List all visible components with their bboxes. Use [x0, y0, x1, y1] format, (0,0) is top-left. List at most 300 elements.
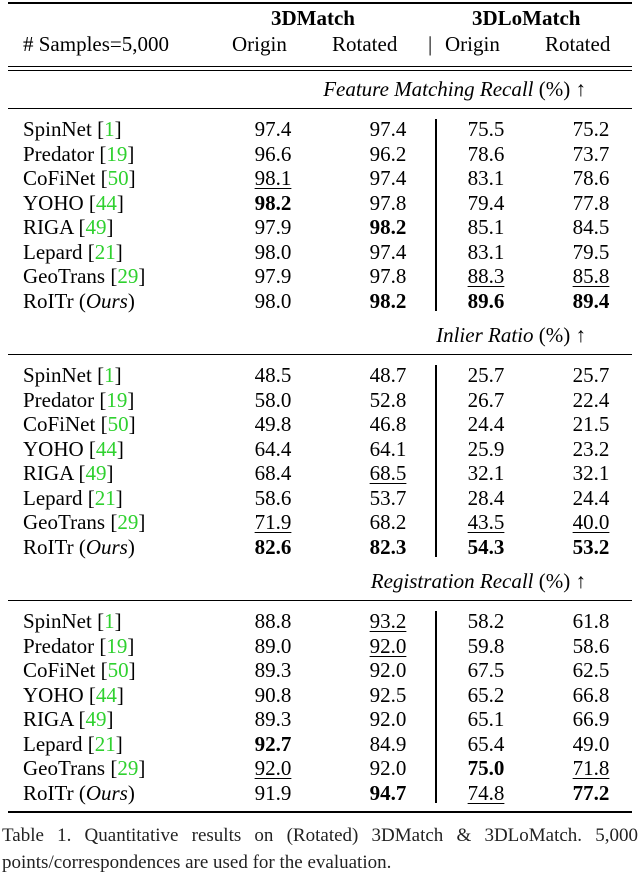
value-3dmatch-origin — [228, 634, 318, 659]
table-row — [8, 289, 632, 314]
value-3dmatch-rotated — [343, 634, 433, 659]
value-text: 58.2 — [467, 609, 505, 633]
value-3dlomatch-rotated — [546, 781, 636, 806]
section-rule — [8, 108, 632, 109]
method-name: GeoTrans [29] — [23, 756, 146, 780]
value-text: 66.9 — [572, 707, 610, 731]
col-header-3dmatch-rotated: Rotated — [332, 32, 398, 56]
table-row — [8, 363, 632, 388]
value-text: 23.2 — [572, 436, 610, 461]
value-3dlomatch-rotated — [546, 388, 636, 413]
citation-link[interactable]: 49 — [85, 461, 107, 485]
value-text: 26.7 — [467, 387, 505, 412]
value-text: 22.4 — [572, 387, 610, 412]
citation-link[interactable]: 49 — [85, 215, 107, 239]
value-text: 92.0 — [369, 633, 407, 658]
method-label: RoITr — [23, 780, 74, 805]
section-title — [8, 322, 586, 348]
value-text: 66.8 — [572, 682, 610, 707]
value-3dlomatch-origin — [441, 264, 531, 289]
value-3dmatch-origin — [228, 461, 318, 486]
table-row — [8, 240, 632, 265]
value-text: 97.8 — [369, 190, 407, 215]
value-3dmatch-rotated — [343, 510, 433, 535]
value-text: 77.8 — [572, 190, 610, 215]
citation-link[interactable]: 44 — [95, 190, 117, 215]
value-text: 92.5 — [369, 682, 407, 707]
value-3dmatch-origin — [228, 781, 318, 806]
value-3dmatch-rotated — [343, 486, 433, 511]
value-3dlomatch-rotated — [546, 264, 636, 289]
value-3dlomatch-origin — [441, 437, 531, 462]
value-3dmatch-rotated — [343, 412, 433, 437]
value-3dmatch-origin — [228, 609, 318, 634]
value-text: 77.2 — [572, 780, 610, 805]
ours-label: Ours — [85, 288, 128, 313]
group-header-3dmatch: 3DMatch — [271, 6, 355, 30]
header-rule-2 — [8, 70, 632, 71]
ours-label: Ours — [85, 534, 128, 559]
value-3dmatch-rotated — [343, 191, 433, 216]
method-name: CoFiNet [50] — [23, 412, 136, 436]
value-3dlomatch-origin — [441, 756, 531, 781]
method-name: CoFiNet [50] — [23, 166, 136, 190]
value-text: 97.4 — [369, 239, 407, 264]
method-label: Predator — [23, 141, 95, 166]
col-header-3dmatch-origin: Origin — [232, 32, 287, 56]
table-row — [8, 683, 632, 708]
citation-link[interactable]: 29 — [117, 756, 139, 780]
col-header-3dlomatch-rotated: Rotated — [545, 32, 611, 56]
value-3dlomatch-rotated — [546, 461, 636, 486]
value-3dlomatch-rotated — [546, 683, 636, 708]
value-text: 96.6 — [254, 141, 292, 166]
value-3dmatch-origin — [228, 535, 318, 560]
method-label: Predator — [23, 387, 95, 412]
citation-link[interactable]: 19 — [106, 141, 128, 166]
value-text: 58.6 — [254, 485, 292, 510]
value-3dlomatch-rotated — [546, 363, 636, 388]
method-label: YOHO — [23, 190, 84, 215]
col-header-3dlomatch-origin: Origin — [445, 32, 500, 56]
value-text: 58.6 — [572, 633, 610, 658]
value-text: 25.7 — [572, 363, 610, 387]
section-title — [8, 76, 586, 102]
method-label: GeoTrans — [23, 756, 106, 780]
value-text: 21.5 — [572, 412, 610, 436]
value-3dmatch-origin — [228, 264, 318, 289]
method-name: SpinNet [1] — [23, 363, 122, 387]
method-name: Lepard [21] — [23, 731, 123, 756]
citation-link[interactable]: 21 — [94, 485, 116, 510]
value-text: 75.5 — [467, 117, 505, 141]
value-3dlomatch-rotated — [546, 756, 636, 781]
value-text: 62.5 — [572, 658, 610, 682]
value-text: 89.6 — [467, 288, 505, 313]
value-3dmatch-rotated — [343, 142, 433, 167]
method-name: RIGA [49] — [23, 707, 114, 731]
value-text: 68.2 — [369, 510, 407, 534]
method-name: CoFiNet [50] — [23, 658, 136, 682]
value-text: 84.9 — [369, 731, 407, 756]
value-text: 98.2 — [369, 288, 407, 313]
header-rule — [8, 66, 632, 67]
value-text: 67.5 — [467, 658, 505, 682]
citation-link[interactable]: 50 — [107, 166, 129, 190]
citation-link[interactable]: 19 — [106, 633, 128, 658]
method-name: YOHO [44] — [23, 436, 124, 461]
value-3dlomatch-origin — [441, 707, 531, 732]
value-3dlomatch-origin — [441, 535, 531, 560]
value-3dlomatch-rotated — [546, 117, 636, 142]
value-text: 65.4 — [467, 731, 505, 756]
value-3dmatch-origin — [228, 142, 318, 167]
value-text: 71.9 — [254, 510, 292, 534]
value-3dmatch-rotated — [343, 535, 433, 560]
value-3dmatch-origin — [228, 289, 318, 314]
value-3dmatch-rotated — [343, 363, 433, 388]
value-text: 97.4 — [369, 166, 407, 190]
section-rule — [8, 354, 632, 355]
value-text: 79.4 — [467, 190, 505, 215]
citation-link[interactable]: 49 — [85, 707, 107, 731]
citation-link[interactable]: 1 — [104, 363, 115, 387]
value-3dlomatch-rotated — [546, 609, 636, 634]
citation-link[interactable]: 1 — [104, 117, 115, 141]
method-label: RoITr — [23, 534, 74, 559]
value-text: 79.5 — [572, 239, 610, 264]
value-text: 25.7 — [467, 363, 505, 387]
value-3dlomatch-origin — [441, 215, 531, 240]
value-text: 46.8 — [369, 412, 407, 436]
value-3dmatch-origin — [228, 191, 318, 216]
col-separator: | — [428, 32, 433, 56]
value-3dmatch-origin — [228, 732, 318, 757]
table-row — [8, 117, 632, 142]
value-3dmatch-origin — [228, 683, 318, 708]
value-3dlomatch-origin — [441, 732, 531, 757]
value-3dlomatch-rotated — [546, 634, 636, 659]
value-3dlomatch-rotated — [546, 510, 636, 535]
table-row — [8, 388, 632, 413]
method-label: CoFiNet — [23, 412, 96, 436]
value-3dlomatch-rotated — [546, 166, 636, 191]
value-text: 97.9 — [254, 215, 292, 239]
method-label: RIGA — [23, 461, 74, 485]
value-text: 48.5 — [254, 363, 292, 387]
value-text: 85.8 — [572, 264, 610, 288]
value-3dlomatch-origin — [441, 510, 531, 535]
value-3dlomatch-rotated — [546, 707, 636, 732]
value-text: 82.6 — [254, 534, 292, 559]
value-3dlomatch-origin — [441, 240, 531, 265]
value-text: 89.3 — [254, 658, 292, 682]
table-row — [8, 535, 632, 560]
value-text: 64.1 — [369, 436, 407, 461]
bottom-rule — [8, 811, 632, 813]
value-text: 83.1 — [467, 239, 505, 264]
value-3dmatch-origin — [228, 117, 318, 142]
value-text: 97.4 — [254, 117, 292, 141]
value-3dlomatch-origin — [441, 683, 531, 708]
value-text: 65.1 — [467, 707, 505, 731]
table-row — [8, 461, 632, 486]
value-3dlomatch-rotated — [546, 240, 636, 265]
section-metric: Registration Recall — [370, 569, 534, 593]
method-label: GeoTrans — [23, 264, 106, 288]
value-text: 71.8 — [572, 756, 610, 780]
value-text: 92.0 — [369, 707, 407, 731]
value-3dlomatch-origin — [441, 191, 531, 216]
table-row — [8, 732, 632, 757]
value-text: 97.8 — [369, 264, 407, 288]
value-3dmatch-origin — [228, 388, 318, 413]
table-caption: Table 1. Quantitative results on (Rotated) 3DMatch & 3DLoMatch. 5,000 points/correspondences are used for the evaluation. — [2, 825, 638, 873]
value-3dmatch-rotated — [343, 437, 433, 462]
value-text: 92.7 — [254, 731, 292, 756]
value-text: 84.5 — [572, 215, 610, 239]
value-3dlomatch-rotated — [546, 732, 636, 757]
value-3dmatch-origin — [228, 166, 318, 191]
value-text: 49.8 — [254, 412, 292, 436]
method-label: YOHO — [23, 682, 84, 707]
method-name: SpinNet [1] — [23, 117, 122, 141]
value-3dmatch-rotated — [343, 658, 433, 683]
value-text: 92.0 — [369, 658, 407, 682]
value-3dmatch-origin — [228, 215, 318, 240]
value-text: 52.8 — [369, 387, 407, 412]
method-label: CoFiNet — [23, 166, 96, 190]
value-text: 65.2 — [467, 682, 505, 707]
value-text: 98.2 — [254, 190, 292, 215]
citation-link[interactable]: 44 — [95, 436, 117, 461]
value-3dmatch-rotated — [343, 781, 433, 806]
citation-link[interactable]: 19 — [106, 387, 128, 412]
value-text: 83.1 — [467, 166, 505, 190]
value-3dlomatch-origin — [441, 289, 531, 314]
citation-link[interactable]: 29 — [117, 264, 139, 288]
method-label: YOHO — [23, 436, 84, 461]
value-text: 59.8 — [467, 633, 505, 658]
value-3dmatch-rotated — [343, 215, 433, 240]
value-text: 97.4 — [369, 117, 407, 141]
method-name: GeoTrans [29] — [23, 264, 146, 288]
citation-link[interactable]: 21 — [94, 239, 116, 264]
value-3dlomatch-rotated — [546, 215, 636, 240]
table-row — [8, 510, 632, 535]
table-row — [8, 166, 632, 191]
section-metric: Feature Matching Recall — [323, 77, 534, 101]
value-3dlomatch-rotated — [546, 535, 636, 560]
value-3dlomatch-origin — [441, 412, 531, 437]
method-name: RoITr (Ours) — [23, 780, 135, 805]
value-text: 49.0 — [572, 731, 610, 756]
citation-link[interactable]: 50 — [107, 412, 129, 436]
value-text: 68.4 — [254, 461, 292, 485]
value-3dlomatch-rotated — [546, 437, 636, 462]
value-3dlomatch-origin — [441, 634, 531, 659]
method-label: RoITr — [23, 288, 74, 313]
value-text: 78.6 — [467, 141, 505, 166]
value-3dlomatch-rotated — [546, 289, 636, 314]
value-3dmatch-origin — [228, 412, 318, 437]
section-metric: Inlier Ratio — [436, 323, 534, 347]
table-row — [8, 215, 632, 240]
value-3dmatch-rotated — [343, 461, 433, 486]
value-3dlomatch-origin — [441, 388, 531, 413]
method-label: Predator — [23, 633, 95, 658]
value-text: 78.6 — [572, 166, 610, 190]
value-text: 89.4 — [572, 288, 610, 313]
value-text: 28.4 — [467, 485, 505, 510]
method-label: RIGA — [23, 215, 74, 239]
value-text: 93.2 — [369, 609, 407, 633]
value-3dmatch-rotated — [343, 707, 433, 732]
citation-link[interactable]: 21 — [94, 731, 116, 756]
method-name: Predator [19] — [23, 141, 135, 166]
value-text: 73.7 — [572, 141, 610, 166]
value-3dmatch-origin — [228, 756, 318, 781]
citation-link[interactable]: 44 — [95, 682, 117, 707]
value-3dlomatch-rotated — [546, 658, 636, 683]
value-3dlomatch-origin — [441, 363, 531, 388]
method-name: GeoTrans [29] — [23, 510, 146, 534]
value-3dlomatch-origin — [441, 117, 531, 142]
table-row — [8, 486, 632, 511]
table-row — [8, 191, 632, 216]
value-text: 96.2 — [369, 141, 407, 166]
value-3dlomatch-rotated — [546, 191, 636, 216]
value-text: 91.9 — [254, 780, 292, 805]
value-3dlomatch-rotated — [546, 142, 636, 167]
method-label: Lepard — [23, 485, 83, 510]
value-text: 92.0 — [369, 756, 407, 780]
value-text: 85.1 — [467, 215, 505, 239]
value-3dlomatch-origin — [441, 658, 531, 683]
value-text: 61.8 — [572, 609, 610, 633]
section-unit: (%) ↑ — [538, 569, 586, 593]
table-row — [8, 707, 632, 732]
value-text: 32.1 — [467, 461, 505, 485]
value-text: 92.0 — [254, 756, 292, 780]
value-3dlomatch-origin — [441, 166, 531, 191]
value-text: 98.2 — [369, 215, 407, 239]
value-3dmatch-origin — [228, 486, 318, 511]
citation-link[interactable]: 29 — [117, 510, 139, 534]
table-row — [8, 412, 632, 437]
value-3dmatch-rotated — [343, 732, 433, 757]
value-3dmatch-rotated — [343, 609, 433, 634]
value-text: 32.1 — [572, 461, 610, 485]
value-3dmatch-origin — [228, 510, 318, 535]
value-3dmatch-rotated — [343, 117, 433, 142]
group-header-3dlomatch: 3DLoMatch — [472, 6, 581, 30]
samples-label: # Samples=5,000 — [23, 32, 170, 56]
value-3dmatch-origin — [228, 658, 318, 683]
value-text: 53.7 — [369, 485, 407, 510]
table-row — [8, 658, 632, 683]
value-3dmatch-origin — [228, 240, 318, 265]
value-3dmatch-rotated — [343, 289, 433, 314]
value-3dmatch-rotated — [343, 166, 433, 191]
value-text: 88.8 — [254, 609, 292, 633]
value-text: 64.4 — [254, 436, 292, 461]
value-3dlomatch-origin — [441, 142, 531, 167]
value-text: 88.3 — [467, 264, 505, 288]
table-row — [8, 756, 632, 781]
value-3dmatch-rotated — [343, 240, 433, 265]
value-3dlomatch-origin — [441, 609, 531, 634]
value-text: 43.5 — [467, 510, 505, 534]
value-text: 48.7 — [369, 363, 407, 387]
value-text: 40.0 — [572, 510, 610, 534]
table-row — [8, 781, 632, 806]
method-name: SpinNet [1] — [23, 609, 122, 633]
method-name: Predator [19] — [23, 633, 135, 658]
value-text: 53.2 — [572, 534, 610, 559]
method-name: RoITr (Ours) — [23, 534, 135, 559]
table-row — [8, 634, 632, 659]
method-name: RIGA [49] — [23, 215, 114, 239]
table-row — [8, 264, 632, 289]
value-text: 98.0 — [254, 288, 292, 313]
method-label: SpinNet — [23, 117, 92, 141]
section-unit: (%) ↑ — [538, 77, 586, 101]
value-3dlomatch-rotated — [546, 486, 636, 511]
top-rule — [8, 2, 632, 4]
value-text: 97.9 — [254, 264, 292, 288]
citation-link[interactable]: 50 — [107, 658, 129, 682]
section-unit: (%) ↑ — [538, 323, 586, 347]
table-row — [8, 437, 632, 462]
citation-link[interactable]: 1 — [104, 609, 115, 633]
value-3dlomatch-origin — [441, 486, 531, 511]
method-name: RoITr (Ours) — [23, 288, 135, 313]
section-rule — [8, 600, 632, 601]
value-3dmatch-origin — [228, 363, 318, 388]
value-3dlomatch-rotated — [546, 412, 636, 437]
value-text: 25.9 — [467, 436, 505, 461]
value-text: 58.0 — [254, 387, 292, 412]
value-text: 24.4 — [572, 485, 610, 510]
value-3dlomatch-origin — [441, 781, 531, 806]
value-text: 94.7 — [369, 780, 407, 805]
method-name: YOHO [44] — [23, 190, 124, 215]
value-text: 75.0 — [467, 756, 505, 780]
value-text: 90.8 — [254, 682, 292, 707]
value-text: 82.3 — [369, 534, 407, 559]
value-text: 54.3 — [467, 534, 505, 559]
value-3dmatch-rotated — [343, 388, 433, 413]
value-text: 89.0 — [254, 633, 292, 658]
section-title — [8, 568, 586, 594]
method-label: GeoTrans — [23, 510, 106, 534]
value-text: 89.3 — [254, 707, 292, 731]
method-name: Predator [19] — [23, 387, 135, 412]
value-3dmatch-rotated — [343, 264, 433, 289]
method-name: YOHO [44] — [23, 682, 124, 707]
method-name: RIGA [49] — [23, 461, 114, 485]
value-text: 75.2 — [572, 117, 610, 141]
table-row — [8, 142, 632, 167]
method-name: Lepard [21] — [23, 485, 123, 510]
method-label: Lepard — [23, 731, 83, 756]
method-label: SpinNet — [23, 609, 92, 633]
value-text: 98.0 — [254, 239, 292, 264]
method-label: SpinNet — [23, 363, 92, 387]
method-name: Lepard [21] — [23, 239, 123, 264]
method-label: CoFiNet — [23, 658, 96, 682]
